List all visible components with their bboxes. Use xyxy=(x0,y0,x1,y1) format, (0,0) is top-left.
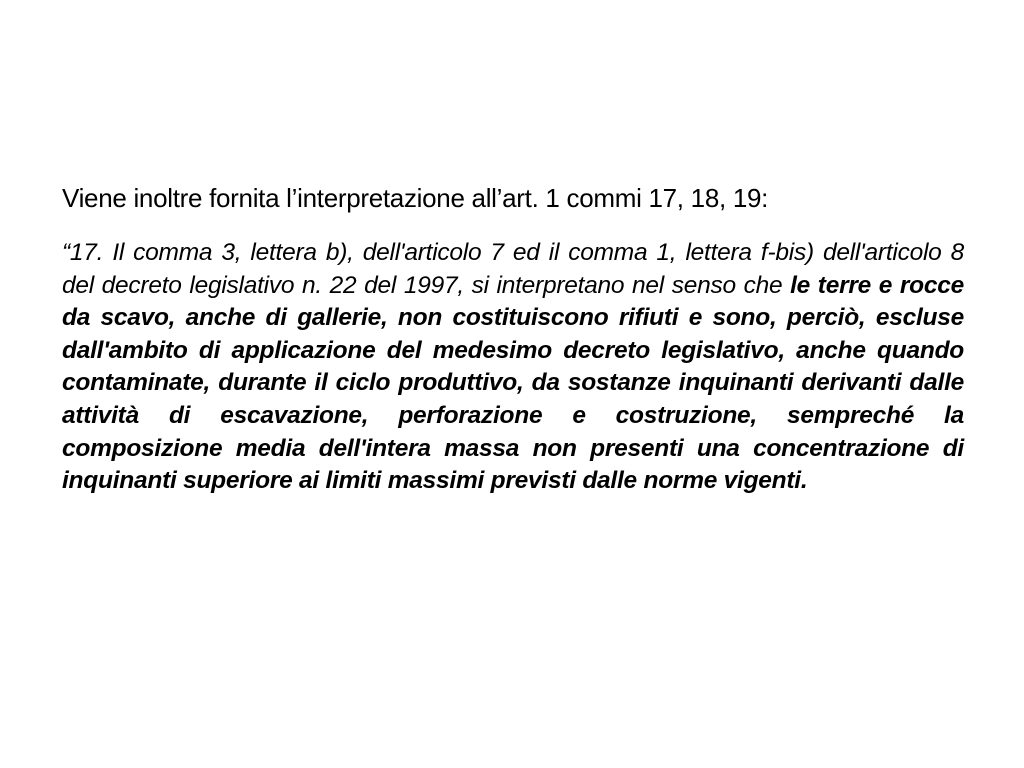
slide-content xyxy=(62,181,964,498)
quote-paragraph xyxy=(62,237,964,498)
quote-bold-text: le terre e rocce da scavo, anche di gallerie, non costituiscono rifiuti e sono, perciò, escluse dall'ambito di applicazione del medesimo decreto legislativo, anche quando contaminate, durante il ciclo produttivo, da sostanze inquinanti derivanti dalle attività di escavazione, perforazione e costruzione, sempreché la composizione media dell'intera massa non presenti una concentrazione di inquinanti superiore ai limiti massimi previsti dalle norme vigenti. xyxy=(62,271,964,495)
intro-paragraph: Viene inoltre fornita l’interpretazione all’art. 1 commi 17, 18, 19: xyxy=(62,183,769,213)
quote-regular-text: “17. Il comma 3, lettera b), dell'articolo 7 ed il comma 1, lettera f-bis) dell'articolo 8 del decreto legislativo n. 22 del 1997, si interpretano nel senso che xyxy=(62,239,964,299)
